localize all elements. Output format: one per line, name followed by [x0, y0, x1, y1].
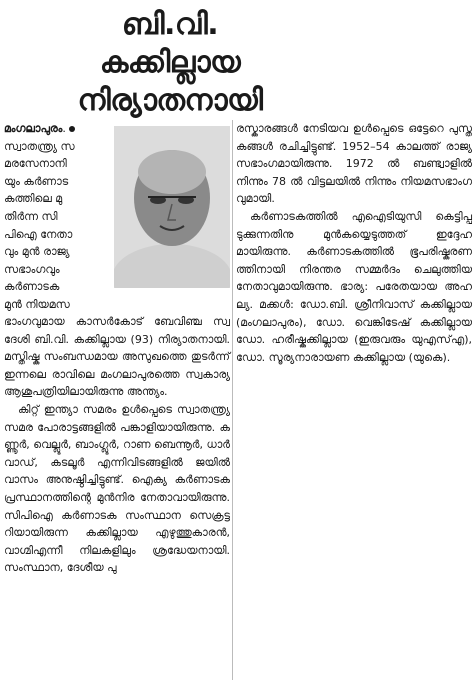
intro-line-7: വും മുൻ രാജ്യ: [4, 245, 70, 259]
intro-line-9: കർണാടക: [4, 280, 60, 294]
bullet-icon: [69, 126, 75, 132]
dateline: മംഗലാപുരം: [4, 122, 63, 135]
headline-line-1: ബി.വി.: [121, 7, 219, 42]
column-rule: [232, 120, 233, 680]
headline-line-2: കക്കില്ലായ: [99, 45, 241, 80]
intro-line-2: മരസേനാനി: [4, 157, 67, 171]
headline-line-3: നിര്യാതനായി: [77, 83, 263, 118]
intro-narrow-column: മംഗലാപുരം. സ്വാതന്ത്ര്യ സ മരസേനാനി യും കർണാട കത്തിലെ മു തിർന്ന സി പിഐ നേതാ വും മുൻ രാജ്യ സഭാംഗവും കർണാടക മുൻ നിയമസ: [4, 120, 110, 314]
intro-line-5: തിർന്ന സി: [4, 209, 58, 223]
intro-line-8: സഭാംഗവും: [4, 262, 60, 276]
portrait-photo: [114, 126, 230, 288]
intro-line-4: കത്തിലെ മു: [4, 192, 63, 206]
headline: [0, 6, 340, 120]
intro-line-1: സ്വാതന്ത്ര്യ സ: [4, 139, 75, 153]
intro-paragraph-rest: ഭാംഗവുമായ കാസർകോട് ബേവിഞ്ച സ്വദേശി ബി.വി. കക്കില്ലായ (93) നിര്യാതനായി. മസ്തിഷ്ക സംബന്ധമായ അസുഖത്തെ തുടർന്ന് ഇന്നലെ രാവിലെ മംഗലാപുരത്തെ സ്വകാര്യ ആശുപത്രിയിലായിരുന്നു അന്ത്യം.: [4, 315, 230, 399]
paragraph-2: കിറ്റ് ഇന്ത്യാ സമരം ഉൾപ്പെടെ സ്വാതന്ത്ര്യസമര പോരാട്ടങ്ങളിൽ പങ്കാളിയായിരുന്നു. കണ്ണൂർ, വെല്ലൂർ, ബാംഗ്ലൂർ, റാണ ബെന്നൂർ, ധാർവാഡ്, കടലൂർ എന്നിവിടങ്ങളിൽ ജയിൽവാസം അനുഷ്ഠിച്ചിട്ടുണ്ട്. ഐക്യ കർണാടക പ്രസ്ഥാനത്തിന്റെ മുൻനിര നേതാവായിരുന്നു. സിപിഐ കർണാടക സംസ്ഥാന സെക്രട്ടറിയായിരുന്ന കക്കില്ലായ എഴുത്തുകാരൻ, വാഗ്മിഎന്നീ നിലകളിലും ശ്രദ്ധേയനായി. സംസ്ഥാന, ദേശീയ പു: [4, 402, 230, 575]
right-paragraph-1: രസ്കാരങ്ങൾ നേടിയവ ഉൾപ്പെടെ ഒട്ടേറെ പുസ്തകങ്ങൾ രചിച്ചിട്ടുണ്ട്. 1952–54 കാലത്ത് രാജ്യസഭാംഗമായിരുന്നു. 1972 ൽ ബണ്ട്വാളിൽ നിന്നും 78 ൽ വിട്ടലയിൽ നിന്നും നിയമസഭാംഗവുമായി.: [236, 122, 472, 206]
right-paragraph-2: കർണാടകത്തിൽ എഐടിയുസി കെട്ടിപ്പടുക്കുന്നതിനു മുൻകയ്യെടുത്തത് ഇദ്ദേഹമായിരുന്നു. കർണാടകത്തിൽ ഭൂപരിഷ്കരണത്തിനായി നിരന്തര സമ്മർദം ചെലുത്തിയ നേതാവുമായിരുന്നു. ഭാര്യ: പരേതയായ അഹല്യ. മക്കൾ: ഡോ.ബി. ശ്രീനിവാസ് കക്കില്ലായ (മംഗലാപുരം), ഡോ. വെങ്കിടേഷ് കക്കില്ലായ ഡോ. ഹരീഷ്കക്കില്ലായ (ഇരുവരും യുഎസ്എ), ഡോ. സൂര്യനാരായണ കക്കില്ലായ (യുകെ).: [236, 209, 472, 364]
intro-line-10: മുൻ നിയമസ: [4, 297, 70, 311]
intro-line-6: പിഐ നേതാ: [4, 227, 73, 241]
intro-line-3: യും കർണാട: [4, 174, 69, 188]
left-column: [4, 313, 230, 577]
right-column: [236, 120, 472, 366]
